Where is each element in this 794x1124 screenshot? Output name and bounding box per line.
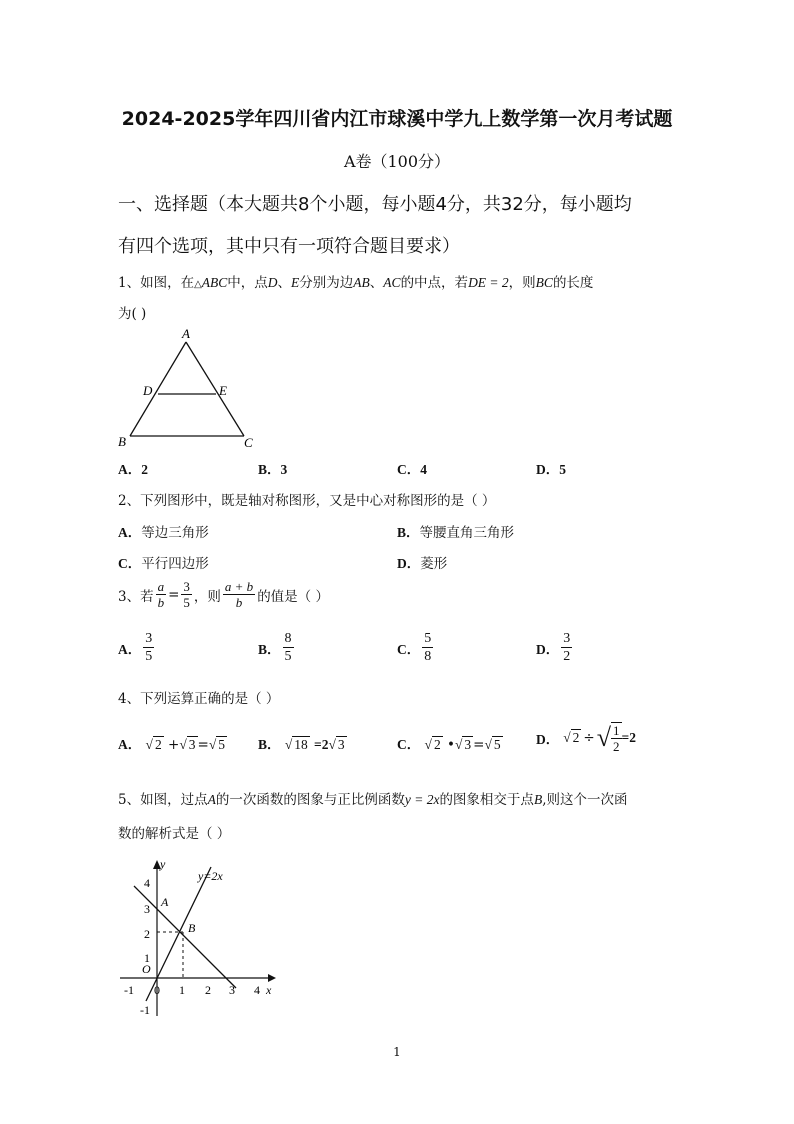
q1-abc: ABC [201,275,228,290]
q5-b: B [533,792,543,807]
label-x-axis: x [266,983,272,997]
q4-option-d[interactable] [536,722,636,754]
y-tick: 1 [144,951,150,965]
q3-part: 3、若 [118,588,154,605]
x-tick: 0 [154,983,160,997]
option-text: 2 [141,462,148,477]
sqrt-2: √ 2 [563,730,580,745]
q1-option-b[interactable] [258,458,287,478]
q3-part: 的值是（ ） [257,588,329,605]
sqrt-18: √ 18 [284,737,308,752]
q1-part: 的中点，若 [400,275,469,291]
x-tick: 1 [179,983,185,997]
option-letter: D． [536,462,560,477]
option-letter: D． [536,732,560,747]
option-text: 等边三角形 [141,525,209,541]
label-e: E [219,383,227,398]
option-letter: A． [118,462,142,477]
option-letter: D． [536,641,560,657]
option-text: 等腰直角三角形 [419,525,515,541]
q5-a: A [207,792,216,807]
triangle-figure [112,326,262,455]
option-letter: B． [258,641,281,657]
q1-e: E [291,275,300,290]
sqrt-3: √ 3 [179,737,196,752]
operator: =2 [621,730,636,745]
question-2-text: 2、下列图形中，既是轴对称图形，又是中心对称图形的是（ ） [118,493,496,509]
option-text: 3 [280,462,288,477]
x-tick: -1 [124,983,134,997]
sqrt-2: √ 2 [424,737,441,752]
y-tick: 4 [144,876,150,890]
q4-option-a[interactable] [118,733,227,753]
option-letter: B． [258,462,281,477]
label-line: y=2x [198,869,223,883]
label-d: D [143,383,153,398]
sqrt-half: √ $\frac{1}{2}$ [596,723,620,754]
option-letter: D． [397,556,421,571]
x-axis-arrow [268,974,276,982]
option-letter: A． [118,641,142,657]
q1-option-c[interactable] [397,458,427,478]
fraction-apb-over-b: $\frac{a + b}{b}$ [224,579,254,610]
sqrt-3: √ 3 [454,737,472,752]
q1-part: 的长度 [552,275,594,291]
q1-bc: BC [535,275,553,290]
sqrt-5: √ 5 [484,737,501,752]
q1-ac: AC [383,275,401,290]
fraction-a-over-b: $\frac{a}{b}$ [157,579,165,610]
question-5-text-line2: 数的解析式是（ ） [118,826,231,842]
sqrt-5: √ 5 [208,737,225,752]
q5-func: y = 2x [404,792,440,807]
q5-part: 的一次函数的图象与正比例函数 [215,792,405,808]
question-4-text: 4、下列运算正确的是（ ） [118,691,280,707]
operator: • [447,737,455,753]
q4-option-c[interactable] [397,733,503,753]
side-ac [186,342,244,436]
q3-option-c[interactable] [397,630,435,665]
label-point-a: A [161,895,169,909]
q1-part: 1、如图，在 [118,275,195,291]
q3-part: ，则 [193,588,221,605]
q1-part: ，则 [508,275,536,291]
equals-sign: = [168,586,180,603]
operator: ÷ [583,730,595,746]
q2-option-a[interactable] [118,521,209,541]
question-1-text-line2: 为( ) [118,306,147,322]
option-letter: B． [258,737,281,752]
y-tick: 3 [144,902,150,916]
option-fraction: $\frac{3}{5}$ [145,631,153,664]
operator: + [168,737,180,753]
operator: = [473,737,485,753]
q1-de: DE = 2 [468,275,509,290]
q1-ab: AB [353,275,370,290]
option-letter: C． [397,641,421,657]
x-tick: 2 [205,983,211,997]
option-letter: B． [397,525,420,540]
label-b: B [118,434,126,449]
operator: = [197,737,209,753]
q5-part: ,则这个一次函 [542,792,628,808]
option-fraction: $\frac{5}{8}$ [424,631,432,664]
fraction-3-over-5: $\frac{3}{5}$ [183,579,190,610]
option-text: 菱形 [420,556,448,572]
option-letter: C． [397,737,421,752]
operator: =2 [314,737,329,752]
q2-option-c[interactable] [118,552,209,572]
q3-option-a[interactable] [118,630,156,665]
page-title: 2024-2025学年四川省内江市球溪中学九上数学第一次月考试题 [121,108,673,130]
option-fraction: $\frac{3}{2}$ [563,631,571,664]
q4-option-b[interactable] [258,733,347,753]
label-c: C [244,435,253,450]
label-a: A [182,326,190,341]
q2-option-b[interactable] [397,521,514,541]
q1-sep: 、 [369,275,384,291]
q2-option-d[interactable] [397,552,447,572]
q1-d: D [267,275,278,290]
q3-option-d[interactable] [536,630,574,665]
x-tick: 4 [254,983,260,997]
option-letter: A． [118,525,142,540]
q1-option-a[interactable] [118,458,148,478]
option-letter: C． [118,556,142,571]
option-text: 4 [420,462,427,477]
label-y-axis: y [160,857,166,871]
x-tick: 3 [229,983,235,997]
option-letter: C． [397,462,421,477]
triangle-symbol: △ [194,279,202,290]
option-fraction: $\frac{8}{5}$ [284,631,292,664]
side-ab [130,342,186,436]
q1-sep: 、 [277,275,292,291]
question-3-text [118,579,329,610]
label-point-b: B [188,921,196,935]
q1-part: 分别为边 [299,275,354,291]
question-1-text [118,271,593,291]
option-text: 平行四边形 [141,556,209,572]
option-letter: A． [118,737,142,752]
section-heading-line2: 有四个选项，其中只有一项符合题目要求） [118,236,460,257]
y-tick: -1 [140,1003,150,1017]
page-number: 1 [393,1045,401,1059]
sqrt-2: √ 2 [145,737,162,752]
page-subtitle: A卷（100分） [343,152,451,171]
sqrt-3: √ 3 [328,737,345,752]
line-y-2x [146,867,211,1001]
option-text: 5 [559,462,566,477]
linear-function-graph [118,856,288,1022]
q5-part: 5、如图，过点 [118,792,208,808]
q1-part: 中，点 [227,275,268,291]
q5-part: 的图象相交于点 [439,792,534,808]
q1-option-d[interactable] [536,458,566,478]
question-5-text [118,788,627,808]
y-tick: 2 [144,927,150,941]
q3-option-b[interactable] [258,630,296,665]
label-origin: O [142,962,151,976]
section-heading-line1: 一、选择题（本大题共8个小题，每小题4分，共32分，每小题均 [118,194,632,215]
